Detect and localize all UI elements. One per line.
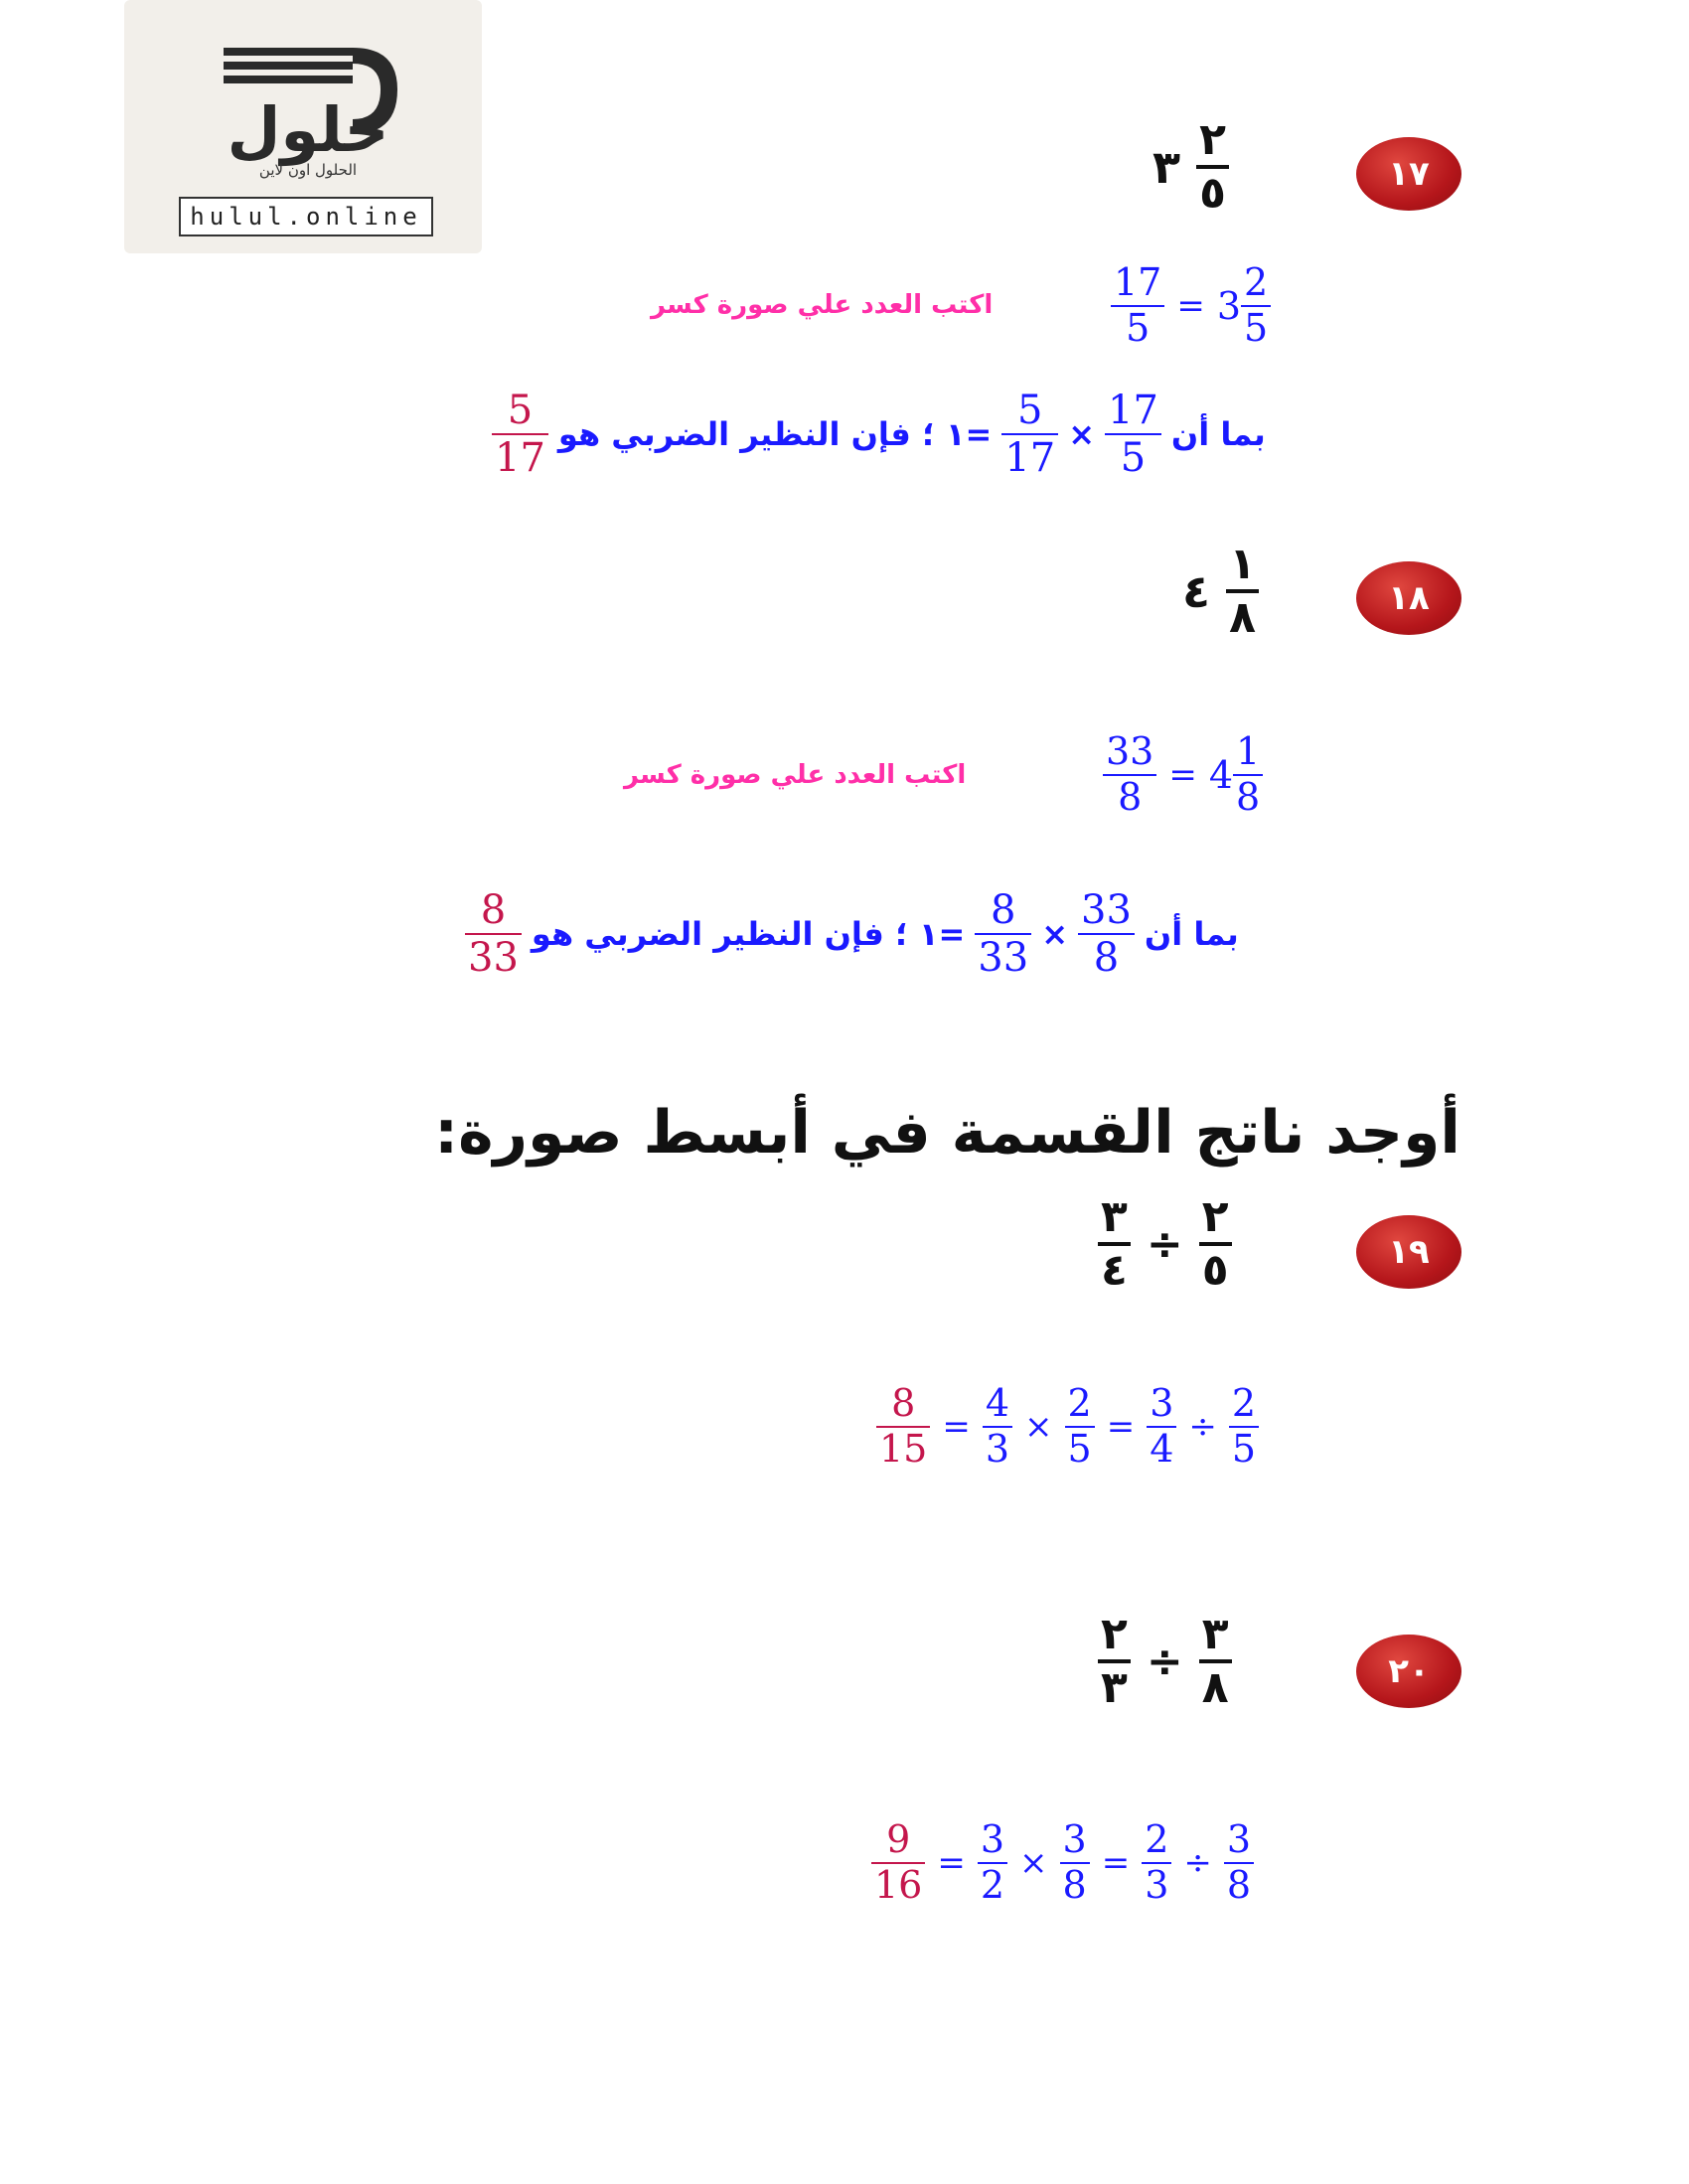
fraction-denominator: 17	[1004, 435, 1056, 481]
division-solution-20	[871, 1817, 1254, 1907]
note-write-as-fraction: اكتب العدد علي صورة كسر	[651, 290, 994, 320]
note-write-as-fraction: اكتب العدد علي صورة كسر	[624, 760, 967, 790]
times-sign: ×	[1024, 1406, 1053, 1447]
fraction-denominator: 8	[1118, 774, 1143, 819]
fraction-numerator: 5	[507, 388, 534, 433]
fraction-denominator: 2	[980, 1862, 1005, 1907]
fraction-numerator: 5	[1017, 388, 1043, 433]
reciprocal-prefix: بما أن	[1144, 915, 1239, 953]
division-sign: ÷	[1188, 1406, 1217, 1447]
question-right-fraction	[1199, 1191, 1232, 1297]
reciprocal-text: =١ ؛ فإن النظير الضربي هو	[531, 915, 966, 953]
improper-fraction	[1111, 260, 1164, 350]
problem-badge-18: ١٨	[1356, 561, 1461, 635]
fraction-denominator: 16	[874, 1862, 923, 1907]
mixed-whole: 4	[1208, 752, 1234, 797]
solution-result	[876, 1381, 930, 1471]
fraction-numerator: ١	[1229, 539, 1256, 589]
mixed-number-equation	[1103, 729, 1263, 819]
question-right-fraction	[1199, 1609, 1232, 1714]
fraction-numerator: 4	[985, 1381, 1010, 1425]
multiply-fraction-1	[983, 1381, 1012, 1471]
problem-18-question	[1182, 539, 1259, 644]
improper-fraction	[1103, 729, 1156, 819]
fraction-numerator: 8	[991, 887, 1016, 933]
fraction-numerator: 3	[980, 1817, 1005, 1861]
fraction-denominator: ٨	[1229, 592, 1256, 644]
equals-sign: =	[1101, 1842, 1131, 1883]
fraction-denominator: 5	[1244, 305, 1269, 350]
mixed-whole: 3	[1216, 283, 1242, 328]
problem-20-question	[1098, 1609, 1232, 1714]
fraction-numerator: 17	[1114, 260, 1162, 304]
question-whole: ٤	[1182, 564, 1211, 619]
fraction-denominator: 8	[1226, 1862, 1252, 1907]
divide-fraction-2	[1224, 1817, 1254, 1907]
fraction-numerator: 33	[1081, 887, 1132, 933]
section-heading: أوجد ناتج القسمة في أبسط صورة:	[434, 1098, 1460, 1168]
logo-url: hulul.online	[179, 197, 433, 236]
fraction-numerator: ٢	[1101, 1609, 1128, 1659]
fraction-denominator: 3	[1145, 1862, 1169, 1907]
fraction-denominator: 17	[495, 435, 545, 481]
fraction-denominator: 15	[879, 1426, 928, 1471]
fraction-denominator: ٥	[1199, 168, 1226, 220]
division-solution-19	[876, 1381, 1259, 1471]
mixed-fraction	[1241, 260, 1271, 350]
problem-badge-20: ٢٠	[1356, 1635, 1461, 1708]
problem-19-question	[1098, 1191, 1232, 1297]
multiply-fraction-2	[1065, 1381, 1095, 1471]
mixed-number	[1216, 260, 1271, 350]
problem-badge-17: ١٧	[1356, 137, 1461, 211]
reciprocal-prefix: بما أن	[1170, 415, 1266, 453]
fraction-denominator: 8	[1236, 774, 1261, 819]
fraction-denominator: 4	[1150, 1426, 1174, 1471]
problem-badge-19: ١٩	[1356, 1215, 1461, 1289]
fraction-numerator: 2	[1244, 260, 1269, 304]
mixed-fraction	[1233, 729, 1263, 819]
equals-sign: =	[1106, 1406, 1136, 1447]
fraction-denominator: 5	[1126, 305, 1151, 350]
fraction-numerator: 2	[1145, 1817, 1169, 1861]
fraction-denominator: ٨	[1201, 1662, 1229, 1714]
fraction-denominator: 3	[985, 1426, 1010, 1471]
fraction-numerator: 33	[1106, 729, 1154, 773]
fraction-denominator: 33	[468, 935, 519, 981]
equals-sign: =	[1176, 285, 1205, 326]
divide-fraction-2	[1229, 1381, 1259, 1471]
multiply-fraction-1	[978, 1817, 1007, 1907]
divide-fraction-1	[1142, 1817, 1171, 1907]
division-sign: ÷	[1183, 1842, 1212, 1883]
fraction-numerator: 8	[891, 1381, 916, 1425]
fraction-denominator: ٣	[1101, 1662, 1128, 1714]
fraction-numerator: ٢	[1201, 1191, 1229, 1242]
fraction-numerator: 17	[1108, 388, 1158, 433]
logo-brand: حلول	[227, 93, 389, 166]
product-fraction-a	[1105, 390, 1161, 479]
equals-sign: =	[1168, 754, 1197, 795]
fraction-numerator: 2	[1067, 1381, 1092, 1425]
mixed-number	[1208, 729, 1263, 819]
reciprocal-statement	[492, 390, 1266, 479]
multiply-fraction-2	[1060, 1817, 1090, 1907]
question-left-fraction	[1098, 1191, 1131, 1297]
fraction-denominator: 8	[1062, 1862, 1087, 1907]
fraction-denominator: 5	[1231, 1426, 1257, 1471]
equals-sign: =	[937, 1842, 966, 1883]
question-fraction	[1196, 114, 1229, 220]
question-whole: ٣	[1152, 140, 1181, 195]
times-sign: ×	[1068, 415, 1095, 453]
fraction-numerator: 8	[480, 887, 507, 933]
fraction-denominator: 8	[1093, 935, 1120, 981]
problem-17-question	[1152, 114, 1229, 220]
fraction-numerator: ٢	[1199, 114, 1226, 165]
times-sign: ×	[1019, 1842, 1048, 1883]
reciprocal-statement	[465, 889, 1239, 979]
division-sign: ÷	[1146, 1218, 1183, 1270]
mixed-number-equation	[1111, 260, 1271, 350]
times-sign: ×	[1041, 915, 1068, 953]
fraction-numerator: ٣	[1201, 1609, 1229, 1659]
fraction-denominator: 5	[1120, 435, 1147, 481]
fraction-numerator: 3	[1150, 1381, 1174, 1425]
product-fraction-b	[1001, 390, 1058, 479]
fraction-numerator: 2	[1231, 1381, 1257, 1425]
divide-fraction-1	[1147, 1381, 1176, 1471]
fraction-numerator: 3	[1062, 1817, 1087, 1861]
solution-result	[871, 1817, 925, 1907]
division-sign: ÷	[1146, 1636, 1183, 1687]
product-fraction-b	[975, 889, 1031, 979]
fraction-numerator: ٣	[1101, 1191, 1128, 1242]
question-fraction	[1226, 539, 1259, 644]
fraction-denominator: 33	[978, 935, 1029, 981]
equals-sign: =	[942, 1406, 971, 1447]
fraction-denominator: ٤	[1101, 1245, 1128, 1297]
fraction-numerator: 9	[886, 1817, 911, 1861]
fraction-numerator: 3	[1226, 1817, 1252, 1861]
product-fraction-a	[1078, 889, 1135, 979]
question-left-fraction	[1098, 1609, 1131, 1714]
reciprocal-result	[492, 390, 548, 479]
logo-mark-icon	[204, 40, 402, 179]
fraction-denominator: ٥	[1201, 1245, 1229, 1297]
fraction-denominator: 5	[1067, 1426, 1092, 1471]
fraction-numerator: 1	[1236, 729, 1261, 773]
reciprocal-result	[465, 889, 522, 979]
logo-tagline: الحلول اون لاين	[258, 161, 358, 179]
reciprocal-text: =١ ؛ فإن النظير الضربي هو	[557, 415, 993, 453]
